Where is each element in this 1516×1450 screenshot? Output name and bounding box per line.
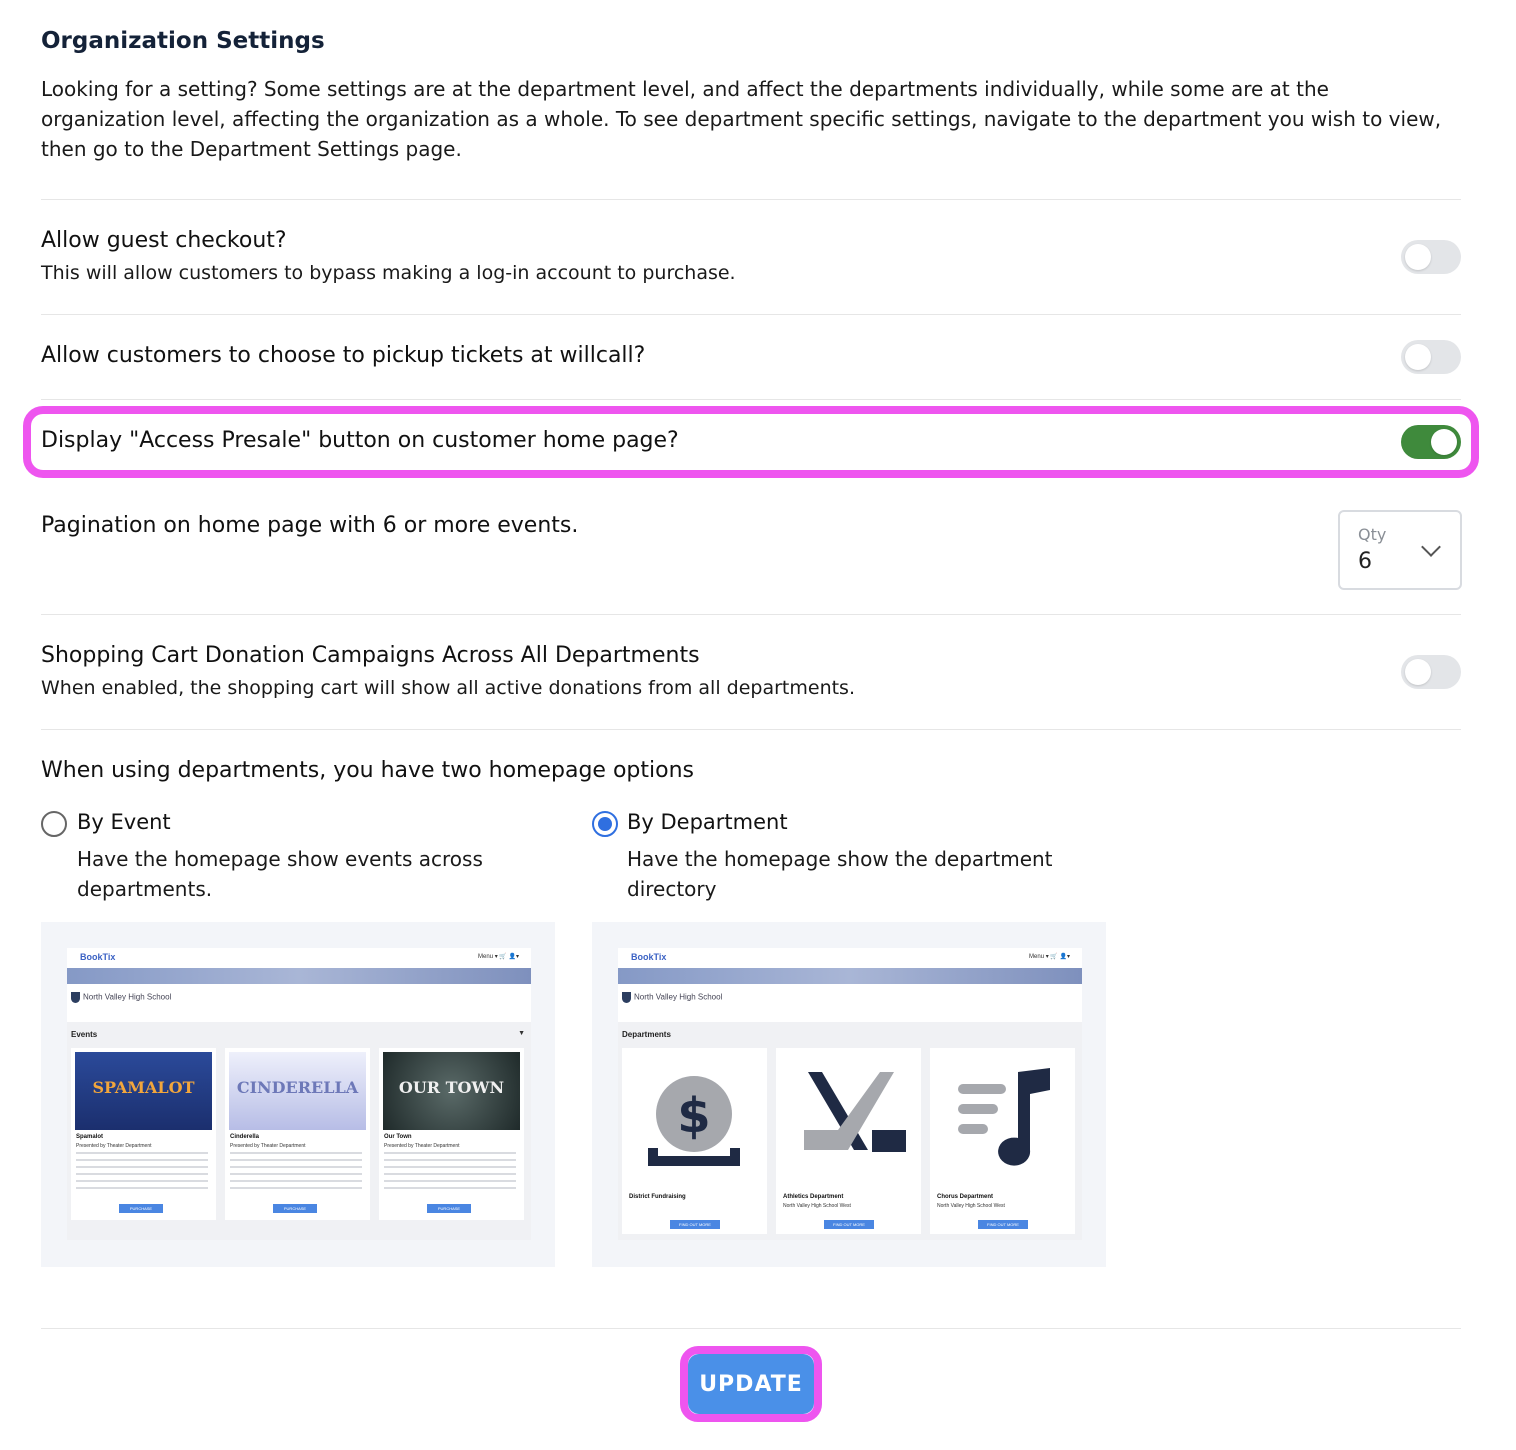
music-note-icon <box>952 1066 1062 1176</box>
mock-menu: Menu ▾ 🛒 👤▾ <box>478 954 519 960</box>
divider <box>41 399 1461 400</box>
donations-toggle[interactable] <box>1401 655 1461 689</box>
purchase-button: PURCHASE <box>427 1204 471 1213</box>
chevron-down-icon <box>1421 537 1441 557</box>
event-sub: Presented by Theater Department <box>230 1143 306 1149</box>
by-department-desc: Have the homepage show the department directory <box>627 847 1053 901</box>
mock-school <box>622 992 722 1003</box>
by-event-preview[interactable] <box>41 922 555 1267</box>
purchase-button: PURCHASE <box>119 1204 163 1213</box>
event-sub: Presented by Theater Department <box>384 1143 460 1149</box>
guest-checkout-desc: This will allow customers to bypass making a log-in account to purchase. <box>41 262 736 284</box>
mock-brand: BookTix <box>80 952 116 962</box>
event-art: SPAMALOT <box>75 1052 212 1130</box>
toggle-knob <box>1405 659 1431 685</box>
mock-school-name: North Valley High School <box>634 992 723 1002</box>
filter-icon: ▼ <box>518 1030 525 1037</box>
qty-value: 6 <box>1358 549 1372 574</box>
toggle-knob <box>1405 344 1431 370</box>
qty-label: Qty <box>1358 525 1387 544</box>
by-event-desc: Have the homepage show events across departments. <box>77 847 483 901</box>
event-sub: Presented by Theater Department <box>76 1143 152 1149</box>
event-title: Spamalot <box>76 1134 104 1140</box>
toggle-knob <box>1431 429 1457 455</box>
willcall-title: Allow customers to choose to pickup tickets at willcall? <box>41 343 646 368</box>
event-desc-lines <box>384 1152 516 1190</box>
mock-school <box>71 992 171 1003</box>
mock-school-name: North Valley High School <box>83 992 172 1002</box>
department-card <box>622 1048 767 1234</box>
mock-brand: BookTix <box>631 952 667 962</box>
department-title: Chorus Department <box>937 1194 994 1200</box>
mock-banner <box>618 968 1082 984</box>
department-homepage-mock <box>618 948 1082 1240</box>
svg-text:$: $ <box>677 1088 711 1144</box>
event-desc-lines <box>76 1152 208 1190</box>
by-department-radio[interactable] <box>592 811 618 837</box>
find-out-more-button: FIND OUT MORE <box>978 1220 1028 1229</box>
presale-toggle[interactable] <box>1401 425 1461 459</box>
department-sub: North Valley High School West <box>783 1203 851 1209</box>
divider <box>41 1328 1461 1329</box>
homepage-options-title: When using departments, you have two homepage options <box>41 758 694 783</box>
find-out-more-button: FIND OUT MORE <box>670 1220 720 1229</box>
pagination-title: Pagination on home page with 6 or more events. <box>41 513 579 538</box>
event-title: Our Town <box>384 1134 412 1140</box>
donations-title: Shopping Cart Donation Campaigns Across All Departments <box>41 643 700 668</box>
mock-section-title: Departments <box>622 1030 671 1039</box>
event-desc-lines <box>230 1152 362 1190</box>
event-card <box>225 1048 370 1220</box>
by-department-label[interactable]: By Department <box>627 810 788 834</box>
willcall-toggle[interactable] <box>1401 340 1461 374</box>
event-homepage-mock <box>67 948 531 1240</box>
mock-topbar <box>618 948 1082 968</box>
page-title: Organization Settings <box>41 28 325 54</box>
fundraising-icon <box>644 1066 744 1176</box>
update-button[interactable]: UPDATE <box>688 1354 814 1414</box>
department-card <box>930 1048 1075 1234</box>
shield-icon <box>71 992 80 1003</box>
mock-banner <box>67 968 531 984</box>
divider <box>41 614 1461 615</box>
mock-section-title: Events <box>71 1030 98 1039</box>
guest-checkout-toggle[interactable] <box>1401 240 1461 274</box>
divider <box>41 729 1461 730</box>
by-event-label[interactable]: By Event <box>77 810 171 834</box>
by-department-preview[interactable] <box>592 922 1106 1267</box>
mock-menu: Menu ▾ 🛒 👤▾ <box>1029 954 1070 960</box>
find-out-more-button: FIND OUT MORE <box>824 1220 874 1229</box>
department-title: District Fundraising <box>629 1194 686 1200</box>
mock-topbar <box>67 948 531 968</box>
by-event-radio[interactable] <box>41 811 67 837</box>
event-card <box>379 1048 524 1220</box>
guest-checkout-title: Allow guest checkout? <box>41 228 287 253</box>
divider <box>41 314 1461 315</box>
hockey-sticks-icon <box>798 1066 908 1176</box>
divider <box>41 199 1461 200</box>
event-title: Cinderella <box>230 1134 260 1140</box>
intro-text: Looking for a setting? Some settings are at the department level, and affect the departments individually, while some are at the organization level, affecting the organization as a whole. To see department specific settings, navigate to the department you wish to view, then go to the Department Settings page. <box>41 77 1442 161</box>
event-art: CINDERELLA <box>229 1052 366 1130</box>
presale-title: Display "Access Presale" button on customer home page? <box>41 428 679 453</box>
department-card <box>776 1048 921 1234</box>
event-art: OUR TOWN <box>383 1052 520 1130</box>
department-sub: North Valley High School West <box>937 1203 1005 1209</box>
qty-select[interactable] <box>1338 510 1462 590</box>
purchase-button: PURCHASE <box>273 1204 317 1213</box>
donations-desc: When enabled, the shopping cart will show all active donations from all departments. <box>41 677 855 699</box>
event-card <box>71 1048 216 1220</box>
toggle-knob <box>1405 244 1431 270</box>
department-title: Athletics Department <box>783 1194 844 1200</box>
shield-icon <box>622 992 631 1003</box>
